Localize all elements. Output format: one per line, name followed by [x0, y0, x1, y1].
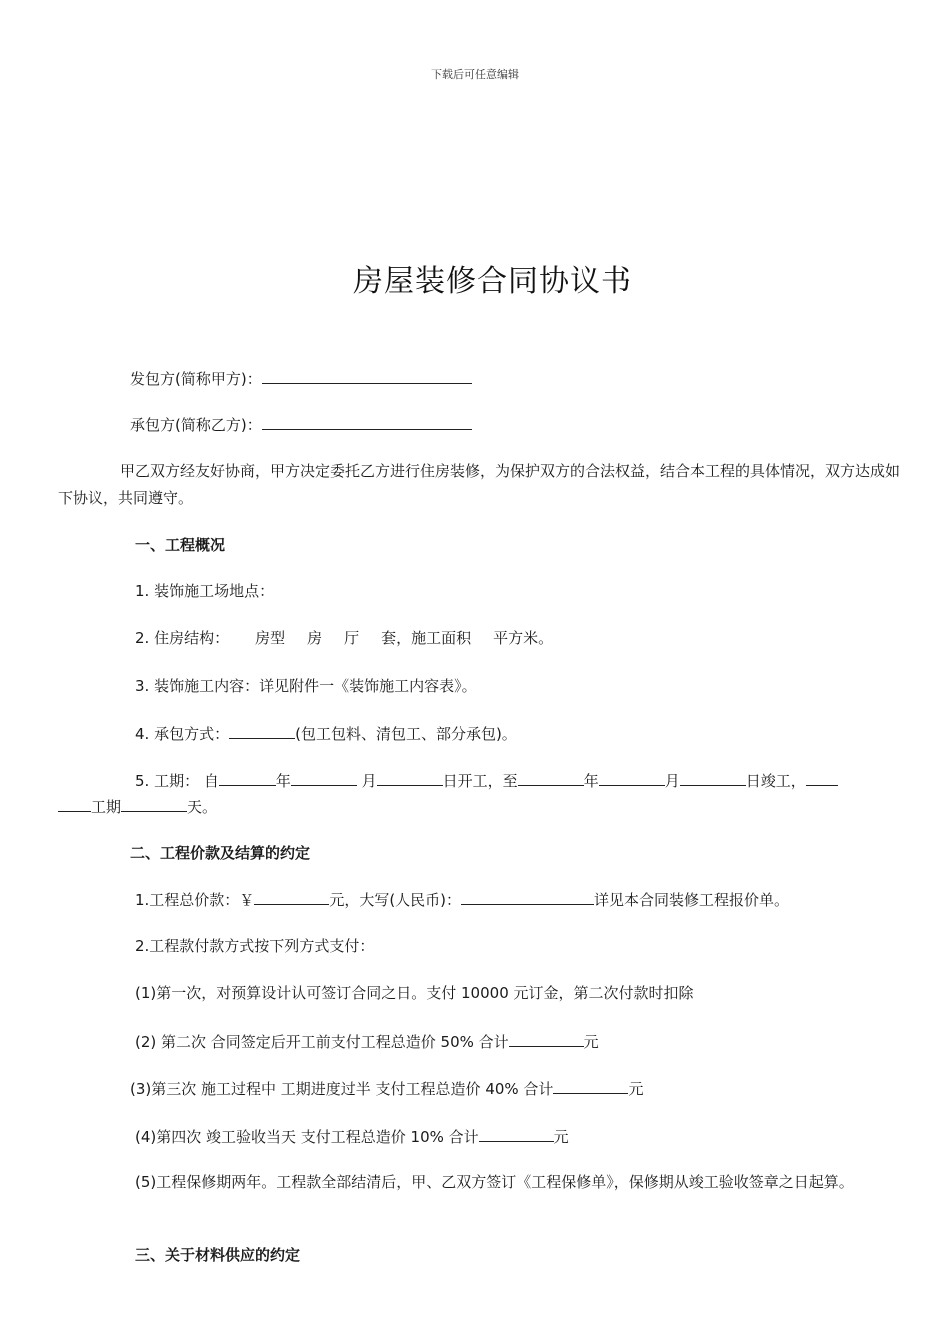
- s1-item2-sets: 套，施工面积: [381, 629, 472, 647]
- total-price-blank[interactable]: [254, 887, 329, 905]
- section1-heading: 一、工程概况: [135, 536, 226, 554]
- s1-item2-rooms: 房: [307, 629, 323, 647]
- payment-1: (1)第一次，对预算设计认可签订合同之日。支付 10000 元订金，第二次付款时扣除: [135, 984, 694, 1002]
- period-blank-part2[interactable]: [58, 794, 91, 812]
- end-day-label: 日竣工，: [745, 772, 806, 790]
- s1-item2: [135, 626, 553, 650]
- s1-item4-suffix: (包工包料、清包工、部分承包)。: [295, 725, 517, 743]
- party-a-line: [130, 366, 472, 391]
- party-b-line: [130, 412, 472, 437]
- start-day-blank[interactable]: [377, 768, 443, 786]
- period-blank-part1[interactable]: [806, 768, 838, 786]
- s1-item2-halls: 厅: [344, 629, 360, 647]
- payment-2-blank[interactable]: [509, 1029, 584, 1047]
- s2-item2: 2.工程款付款方式按下列方式支付：: [135, 937, 375, 955]
- party-a-blank[interactable]: [262, 366, 472, 384]
- s1-item2-prefix: 2. 住房结构：: [135, 629, 230, 647]
- document-title: 房屋装修合同协议书: [353, 264, 632, 299]
- s1-item5-prefix: 5. 工期： 自: [135, 772, 219, 790]
- payment-4-text: (4)第四次 竣工验收当天 支付工程总造价 10% 合计: [135, 1128, 479, 1146]
- contract-mode-blank[interactable]: [229, 721, 295, 739]
- end-day-blank[interactable]: [680, 768, 746, 786]
- intro-paragraph: 甲乙双方经友好协商，甲方决定委托乙方进行住房装修，为保护双方的合法权益，结合本工程的具体情况，双方达成如下协议，共同遵守。: [58, 462, 901, 507]
- party-b-blank[interactable]: [262, 412, 472, 430]
- end-year-blank[interactable]: [518, 768, 584, 786]
- start-day-label: 日开工，至: [442, 772, 518, 790]
- s1-item3: 3. 装饰施工内容：详见附件一《装饰施工内容表》。: [135, 677, 477, 695]
- s1-item2-type: 房型: [255, 629, 286, 647]
- payment-3-unit: 元: [628, 1080, 644, 1098]
- s1-item1: 1. 装饰施工场地点：: [135, 582, 275, 600]
- start-month-blank[interactable]: [291, 768, 357, 786]
- s1-item4-prefix: 4. 承包方式：: [135, 725, 230, 743]
- s2-item1: [135, 887, 789, 912]
- payment-3: [130, 1076, 643, 1101]
- total-price-words-blank[interactable]: [461, 887, 594, 905]
- payment-2: [135, 1029, 599, 1054]
- s2-item1-prefix: 1.工程总价款：￥: [135, 891, 255, 909]
- s1-item4: [135, 721, 517, 746]
- payment-5: (5)工程保修期两年。工程款全部结清后，甲、乙双方签订《工程保修单》，保修期从竣工验收签章之日起算。: [135, 1173, 854, 1191]
- payment-3-text: (3)第三次 施工过程中 工期进度过半 支付工程总造价 40% 合计: [130, 1080, 554, 1098]
- payment-4-blank[interactable]: [479, 1124, 554, 1142]
- s1-item5-cont: [58, 794, 217, 819]
- start-month-label: 月: [361, 772, 377, 790]
- payment-3-blank[interactable]: [553, 1076, 628, 1094]
- end-month-blank[interactable]: [599, 768, 665, 786]
- section3-heading: 三、关于材料供应的约定: [135, 1246, 301, 1264]
- section2-heading: 二、工程价款及结算的约定: [130, 844, 311, 862]
- s2-item1-mid: 元，大写(人民币)：: [329, 891, 462, 909]
- header-note: 下载后可任意编辑: [431, 68, 519, 81]
- end-month-label: 月: [664, 772, 680, 790]
- payment-4-unit: 元: [553, 1128, 569, 1146]
- start-year-label: 年: [275, 772, 291, 790]
- s1-item2-area: 平方米。: [493, 629, 554, 647]
- period-label: 工期: [91, 798, 122, 816]
- end-year-label: 年: [583, 772, 599, 790]
- s2-item1-suffix: 详见本合同装修工程报价单。: [594, 891, 790, 909]
- party-b-label: 承包方(简称乙方)：: [130, 416, 262, 434]
- party-a-label: 发包方(简称甲方)：: [130, 370, 262, 388]
- payment-4: [135, 1124, 569, 1149]
- period-days-label: 天。: [187, 798, 218, 816]
- s1-item5: [135, 768, 838, 793]
- payment-2-unit: 元: [583, 1033, 599, 1051]
- period-days-blank[interactable]: [121, 794, 187, 812]
- payment-2-text: (2) 第二次 合同签定后开工前支付工程总造价 50% 合计: [135, 1033, 509, 1051]
- start-year-blank[interactable]: [219, 768, 276, 786]
